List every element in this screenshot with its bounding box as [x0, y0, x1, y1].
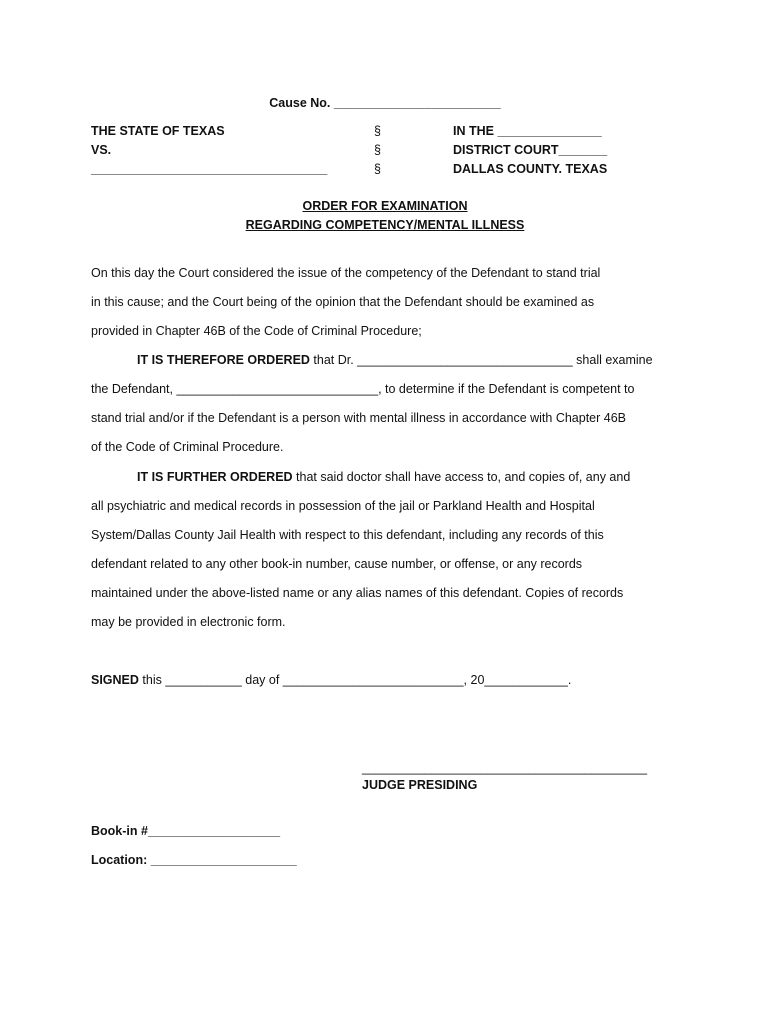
- judge-signature-line: _________________________________________: [362, 761, 648, 775]
- document-subtitle: REGARDING COMPETENCY/MENTAL ILLNESS: [245, 218, 525, 232]
- caption-right-county: DALLAS COUNTY. TEXAS: [453, 162, 608, 176]
- paragraph-3-line-1: IT IS FURTHER ORDERED that said doctor shall have access to, and copies of, any and: [137, 470, 631, 484]
- signed-line: SIGNED this ___________ day of __________________________, 20____________.: [91, 673, 572, 687]
- paragraph-2-line-1: IT IS THEREFORE ORDERED that Dr. _______________________________ shall examine: [137, 353, 653, 367]
- location-field: Location: _____________________: [91, 853, 297, 867]
- paragraph-2-line-4: of the Code of Criminal Procedure.: [91, 440, 284, 454]
- paragraph-1-line-1: On this day the Court considered the issue of the competency of the Defendant to stand trial: [91, 266, 601, 280]
- caption-left-defendant-blank: __________________________________: [91, 162, 328, 176]
- caption-left-vs: VS.: [91, 143, 112, 157]
- therefore-ordered-lead: IT IS THEREFORE ORDERED: [137, 353, 310, 367]
- judge-presiding-label: JUDGE PRESIDING: [362, 778, 478, 792]
- caption-left-state: THE STATE OF TEXAS: [91, 124, 225, 138]
- bookin-field: Book-in #___________________: [91, 824, 281, 838]
- signed-label: SIGNED: [91, 673, 139, 687]
- further-ordered-lead: IT IS FURTHER ORDERED: [137, 470, 293, 484]
- caption-right-district: DISTRICT COURT_______: [453, 143, 608, 157]
- paragraph-1-line-3: provided in Chapter 46B of the Code of Criminal Procedure;: [91, 324, 422, 338]
- paragraph-3-line-3: System/Dallas County Jail Health with respect to this defendant, including any records of this: [91, 528, 604, 542]
- caption-right-court: IN THE _______________: [453, 124, 602, 138]
- document-title: ORDER FOR EXAMINATION: [302, 199, 468, 213]
- cause-number-line: Cause No. ________________________: [269, 96, 501, 110]
- paragraph-2-line-3: stand trial and/or if the Defendant is a person with mental illness in accordance with Chapter 46B: [91, 411, 627, 425]
- paragraph-3-line-6: may be provided in electronic form.: [91, 615, 286, 629]
- paragraph-3-line-2: all psychiatric and medical records in possession of the jail or Parkland Health and Hospital: [91, 499, 595, 513]
- paragraph-1-line-2: in this cause; and the Court being of the opinion that the Defendant should be examined as: [91, 295, 595, 309]
- section-symbol-2: §: [374, 143, 381, 157]
- section-symbol-1: §: [374, 124, 381, 138]
- paragraph-3-line-4: defendant related to any other book-in number, cause number, or offense, or any records: [91, 557, 583, 571]
- paragraph-2-line-2: the Defendant, _____________________________, to determine if the Defendant is competent to: [91, 382, 635, 396]
- paragraph-3-line-5: maintained under the above-listed name or any alias names of this defendant. Copies of records: [91, 586, 624, 600]
- section-symbol-3: §: [374, 162, 381, 176]
